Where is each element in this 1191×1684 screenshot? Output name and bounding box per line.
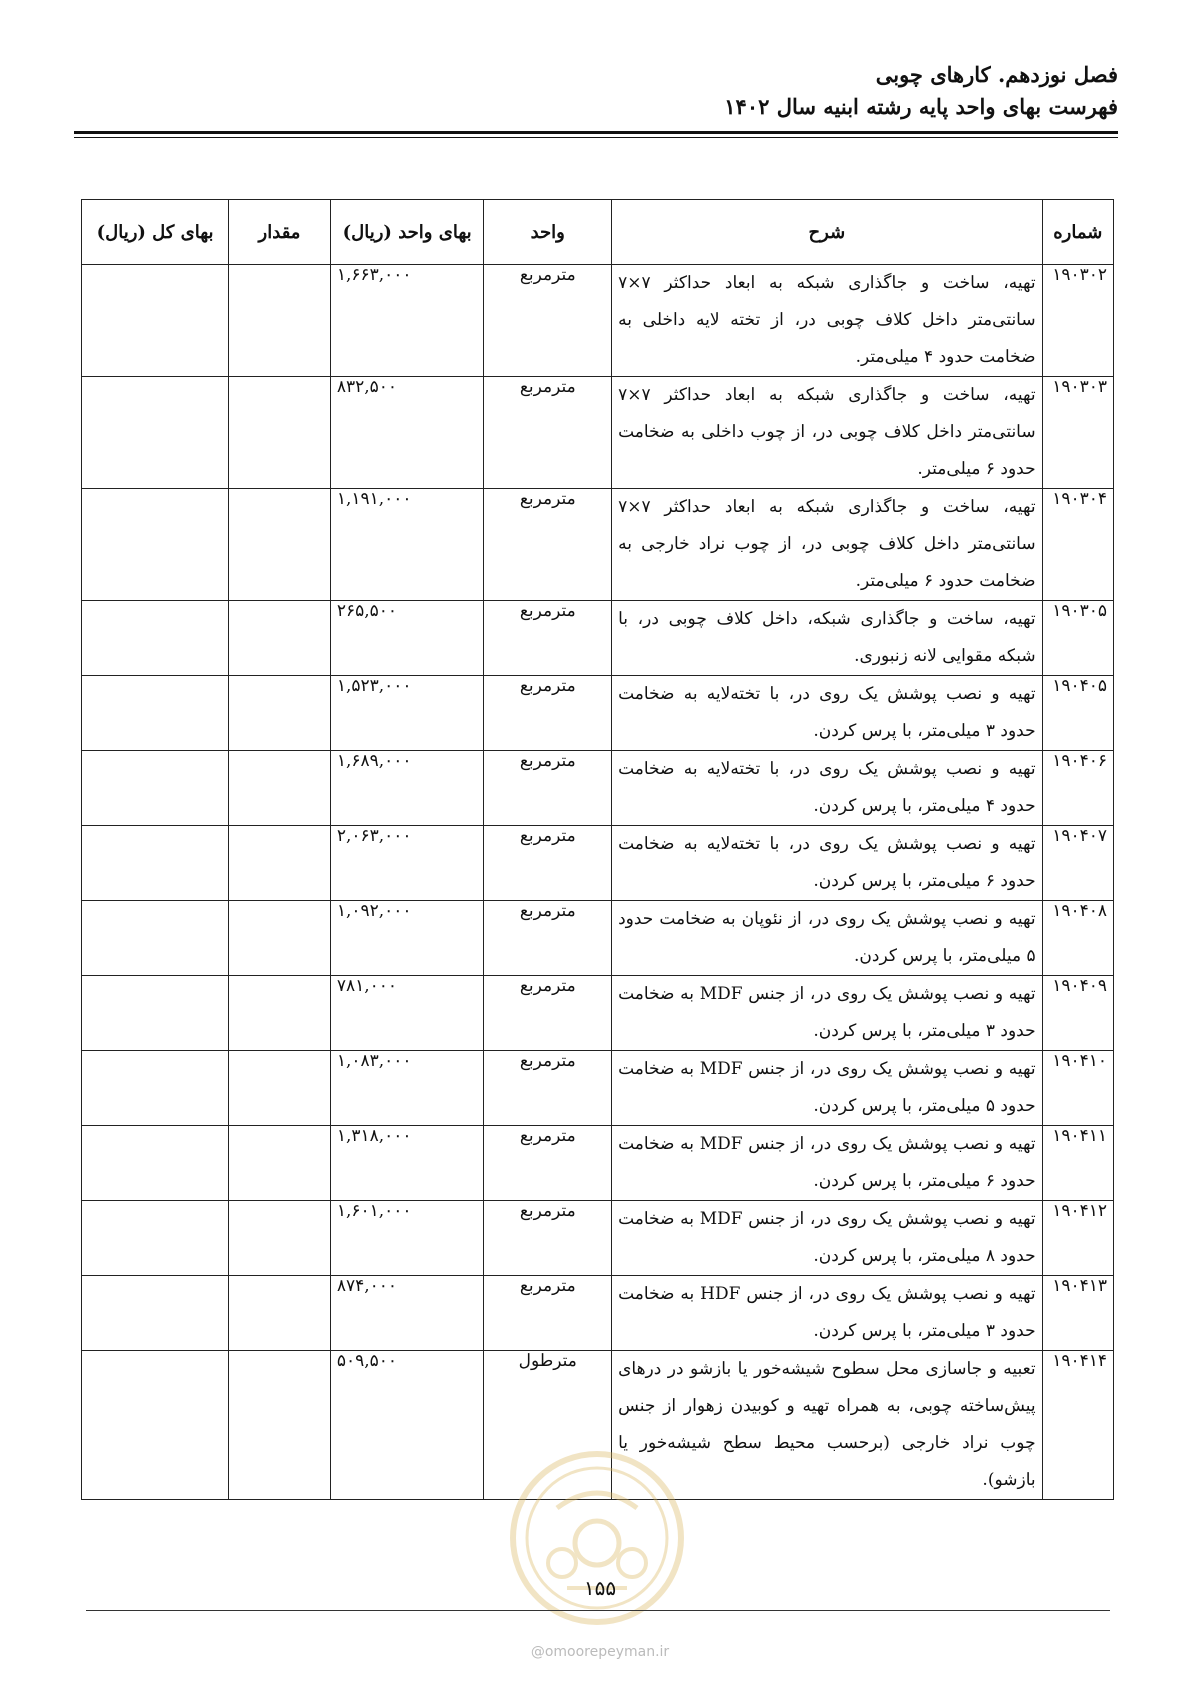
- item-total-price: [82, 489, 229, 601]
- item-unit: مترمربع: [484, 976, 612, 1051]
- item-unit: مترمربع: [484, 377, 612, 489]
- header-unit-price: بهای واحد (ریال): [330, 200, 484, 265]
- item-code: ۱۹۰۴۱۳: [1042, 1276, 1113, 1351]
- header-code: شماره: [1042, 200, 1113, 265]
- price-table: [81, 199, 1114, 1500]
- table-row: [82, 976, 1114, 1051]
- header-rule-thin: [74, 137, 1118, 138]
- item-quantity: [229, 676, 331, 751]
- item-total-price: [82, 1276, 229, 1351]
- item-unit-price: ۲۶۵,۵۰۰: [330, 601, 484, 676]
- item-total-price: [82, 265, 229, 377]
- item-code: ۱۹۰۳۰۵: [1042, 601, 1113, 676]
- item-description: تهیه و نصب پوشش یک روی در، با تخته‌لایه به ضخامت حدود ۳ میلی‌متر، با پرس کردن.: [612, 676, 1043, 751]
- item-description: تهیه و نصب پوشش یک روی در، از جنس MDF به ضخامت حدود ۵ میلی‌متر، با پرس کردن.: [612, 1051, 1043, 1126]
- watermark-text: @omoorepeyman.ir: [530, 1644, 670, 1660]
- item-unit-price: ۸۳۲,۵۰۰: [330, 377, 484, 489]
- item-quantity: [229, 1276, 331, 1351]
- item-unit: مترمربع: [484, 1201, 612, 1276]
- item-unit-price: ۱,۶۰۱,۰۰۰: [330, 1201, 484, 1276]
- table-row: [82, 901, 1114, 976]
- item-unit-price: ۱,۰۸۳,۰۰۰: [330, 1051, 484, 1126]
- item-unit-price: ۱,۱۹۱,۰۰۰: [330, 489, 484, 601]
- table-row: [82, 601, 1114, 676]
- item-unit: مترمربع: [484, 676, 612, 751]
- item-total-price: [82, 1126, 229, 1201]
- item-unit: مترطول: [484, 1351, 612, 1500]
- item-quantity: [229, 377, 331, 489]
- item-description: تهیه، ساخت و جاگذاری شبکه به ابعاد حداکثر ۷×۷ سانتی‌متر داخل کلاف چوبی در، از چوب نراد خارجی به ضخامت حدود ۶ میلی‌متر.: [612, 489, 1043, 601]
- item-quantity: [229, 1051, 331, 1126]
- footer-rule: [86, 1610, 1110, 1611]
- page-number: ۱۵۵: [583, 1576, 617, 1600]
- item-quantity: [229, 826, 331, 901]
- item-total-price: [82, 676, 229, 751]
- item-total-price: [82, 826, 229, 901]
- header-total-price: بهای کل (ریال): [82, 200, 229, 265]
- item-unit-price: ۸۷۴,۰۰۰: [330, 1276, 484, 1351]
- item-unit-price: ۷۸۱,۰۰۰: [330, 976, 484, 1051]
- item-description: تهیه و نصب پوشش یک روی در، با تخته‌لایه به ضخامت حدود ۴ میلی‌متر، با پرس کردن.: [612, 751, 1043, 826]
- item-quantity: [229, 601, 331, 676]
- item-code: ۱۹۰۴۰۸: [1042, 901, 1113, 976]
- item-unit: مترمربع: [484, 1051, 612, 1126]
- item-unit-price: ۱,۶۸۹,۰۰۰: [330, 751, 484, 826]
- table-row: [82, 265, 1114, 377]
- item-unit-price: ۱,۶۶۳,۰۰۰: [330, 265, 484, 377]
- item-code: ۱۹۰۴۰۵: [1042, 676, 1113, 751]
- item-description: تعبیه و جاسازی محل سطوح شیشه‌خور یا بازشو در درهای پیش‌ساخته چوبی، به همراه تهیه و کوبیدن زهوار از جنس چوب نراد خارجی (برحسب محیط سطح شیشه‌خور یا بازشو).: [612, 1351, 1043, 1500]
- item-unit: مترمربع: [484, 1126, 612, 1201]
- item-unit: مترمربع: [484, 265, 612, 377]
- item-code: ۱۹۰۴۰۷: [1042, 826, 1113, 901]
- table-row: [82, 1351, 1114, 1500]
- item-unit-price: ۵۰۹,۵۰۰: [330, 1351, 484, 1500]
- item-quantity: [229, 1201, 331, 1276]
- item-total-price: [82, 1051, 229, 1126]
- item-code: ۱۹۰۴۱۲: [1042, 1201, 1113, 1276]
- item-quantity: [229, 976, 331, 1051]
- item-total-price: [82, 751, 229, 826]
- item-quantity: [229, 751, 331, 826]
- item-unit: مترمربع: [484, 489, 612, 601]
- item-unit-price: ۲,۰۶۳,۰۰۰: [330, 826, 484, 901]
- header-description: شرح: [612, 200, 1043, 265]
- item-total-price: [82, 976, 229, 1051]
- item-quantity: [229, 489, 331, 601]
- header-quantity: مقدار: [229, 200, 331, 265]
- item-quantity: [229, 1351, 331, 1500]
- item-quantity: [229, 1126, 331, 1201]
- table-row: [82, 377, 1114, 489]
- table-header-row: [82, 200, 1114, 265]
- item-unit: مترمربع: [484, 826, 612, 901]
- item-code: ۱۹۰۴۱۴: [1042, 1351, 1113, 1500]
- document-subtitle: فهرست بهای واحد پایه رشته ابنیه سال ۱۴۰۲: [724, 94, 1118, 119]
- item-unit: مترمربع: [484, 601, 612, 676]
- header-unit: واحد: [484, 200, 612, 265]
- item-code: ۱۹۰۳۰۲: [1042, 265, 1113, 377]
- item-total-price: [82, 601, 229, 676]
- table-row: [82, 1051, 1114, 1126]
- item-description: تهیه، ساخت و جاگذاری شبکه به ابعاد حداکثر ۷×۷ سانتی‌متر داخل کلاف چوبی در، از تخته لایه داخلی به ضخامت حدود ۴ میلی‌متر.: [612, 265, 1043, 377]
- table-row: [82, 676, 1114, 751]
- item-description: تهیه و نصب پوشش یک روی در، از نئوپان به ضخامت حدود ۵ میلی‌متر، با پرس کردن.: [612, 901, 1043, 976]
- item-unit: مترمربع: [484, 901, 612, 976]
- table-row: [82, 1201, 1114, 1276]
- header-rule-thick: [74, 131, 1118, 134]
- item-quantity: [229, 265, 331, 377]
- table-row: [82, 1126, 1114, 1201]
- item-description: تهیه و نصب پوشش یک روی در، از جنس MDF به ضخامت حدود ۶ میلی‌متر، با پرس کردن.: [612, 1126, 1043, 1201]
- table-row: [82, 1276, 1114, 1351]
- item-description: تهیه و نصب پوشش یک روی در، از جنس MDF به ضخامت حدود ۳ میلی‌متر، با پرس کردن.: [612, 976, 1043, 1051]
- item-description: تهیه، ساخت و جاگذاری شبکه، داخل کلاف چوبی در، با شبکه مقوایی لانه زنبوری.: [612, 601, 1043, 676]
- item-code: ۱۹۰۳۰۳: [1042, 377, 1113, 489]
- chapter-title: فصل نوزدهم. کارهای چوبی: [875, 62, 1118, 87]
- item-code: ۱۹۰۴۱۱: [1042, 1126, 1113, 1201]
- item-description: تهیه و نصب پوشش یک روی در، از جنس MDF به ضخامت حدود ۸ میلی‌متر، با پرس کردن.: [612, 1201, 1043, 1276]
- item-code: ۱۹۰۴۱۰: [1042, 1051, 1113, 1126]
- page-header: [74, 60, 1118, 122]
- item-unit-price: ۱,۰۹۲,۰۰۰: [330, 901, 484, 976]
- item-description: تهیه، ساخت و جاگذاری شبکه به ابعاد حداکثر ۷×۷ سانتی‌متر داخل کلاف چوبی در، از چوب داخلی به ضخامت حدود ۶ میلی‌متر.: [612, 377, 1043, 489]
- item-total-price: [82, 901, 229, 976]
- item-total-price: [82, 1351, 229, 1500]
- item-unit: مترمربع: [484, 751, 612, 826]
- table-row: [82, 751, 1114, 826]
- item-description: تهیه و نصب پوشش یک روی در، با تخته‌لایه به ضخامت حدود ۶ میلی‌متر، با پرس کردن.: [612, 826, 1043, 901]
- table-row: [82, 489, 1114, 601]
- table-row: [82, 826, 1114, 901]
- item-unit-price: ۱,۳۱۸,۰۰۰: [330, 1126, 484, 1201]
- item-total-price: [82, 1201, 229, 1276]
- item-code: ۱۹۰۴۰۹: [1042, 976, 1113, 1051]
- item-unit-price: ۱,۵۲۳,۰۰۰: [330, 676, 484, 751]
- item-unit: مترمربع: [484, 1276, 612, 1351]
- item-description: تهیه و نصب پوشش یک روی در، از جنس HDF به ضخامت حدود ۳ میلی‌متر، با پرس کردن.: [612, 1276, 1043, 1351]
- item-total-price: [82, 377, 229, 489]
- item-code: ۱۹۰۴۰۶: [1042, 751, 1113, 826]
- item-code: ۱۹۰۳۰۴: [1042, 489, 1113, 601]
- item-quantity: [229, 901, 331, 976]
